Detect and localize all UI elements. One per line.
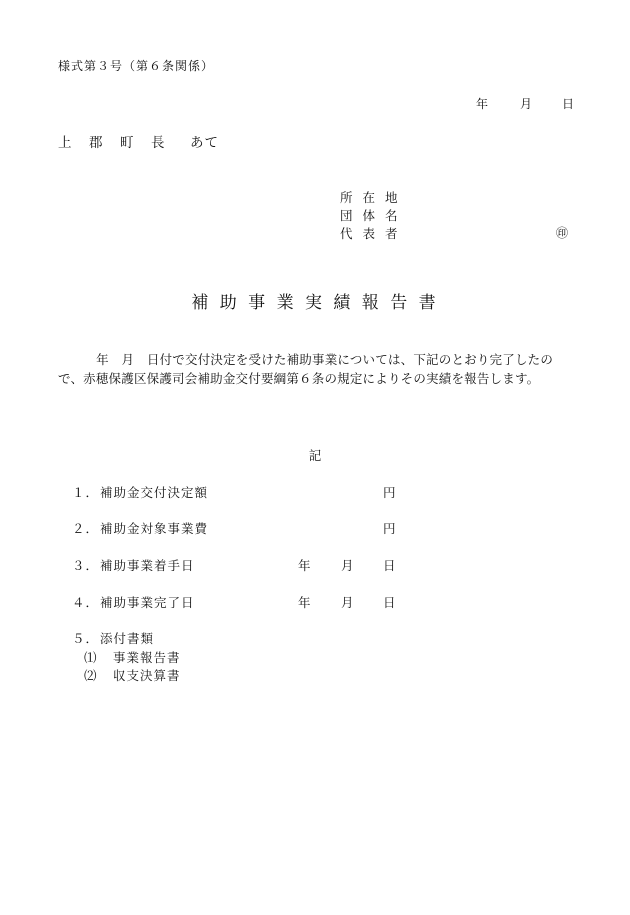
item-3-label: 補助事業着手日 xyxy=(100,558,195,573)
form-number: 様式第３号（第６条関係） xyxy=(58,59,215,73)
body-paragraph: 年 月 日付で交付決定を受けた補助事業については、下記のとおり完了したので、赤穂保護区保護司会補助金交付要綱第６条の規定によりその実績を報告します。 xyxy=(58,352,554,386)
item-1-unit: 円 xyxy=(383,485,396,500)
address-label: 所 在 地 xyxy=(340,190,401,205)
item-3-day: 日 xyxy=(383,558,396,573)
item-1-label: 補助金交付決定額 xyxy=(100,485,209,500)
seal-mark: ㊞ xyxy=(556,226,569,240)
item-4-year: 年 xyxy=(298,595,311,610)
representative-label: 代 表 者 xyxy=(340,226,401,241)
date-month: 月 xyxy=(520,97,533,111)
attachment-2-label: 収支決算書 xyxy=(113,668,181,683)
item-2-number: ２． xyxy=(72,521,100,536)
item-3-year: 年 xyxy=(298,558,311,573)
document-title: 補 助 事 業 実 績 報 告 書 xyxy=(191,293,439,313)
item-3-month: 月 xyxy=(341,558,354,573)
item-2-unit: 円 xyxy=(383,521,396,536)
group-name-label: 団 体 名 xyxy=(340,208,401,223)
date-year: 年 xyxy=(476,97,489,111)
addressee: 上 郡 町 長 xyxy=(58,135,167,151)
attachment-2-number: ⑵ xyxy=(84,668,98,683)
item-4-number: ４． xyxy=(72,595,100,610)
item-3-number: ３． xyxy=(72,558,100,573)
ki-heading: 記 xyxy=(308,448,322,463)
date-day: 日 xyxy=(562,97,575,111)
attachment-1-label: 事業報告書 xyxy=(113,650,181,665)
item-4-day: 日 xyxy=(383,595,396,610)
item-5-number: ５． xyxy=(72,631,100,646)
attachment-1-number: ⑴ xyxy=(84,650,98,665)
item-1-number: １． xyxy=(72,485,100,500)
item-2-label: 補助金対象事業費 xyxy=(100,521,209,536)
item-5-label: 添付書類 xyxy=(100,631,155,646)
addressee-suffix: あて xyxy=(190,135,219,151)
item-4-label: 補助事業完了日 xyxy=(100,595,195,610)
item-4-month: 月 xyxy=(341,595,354,610)
